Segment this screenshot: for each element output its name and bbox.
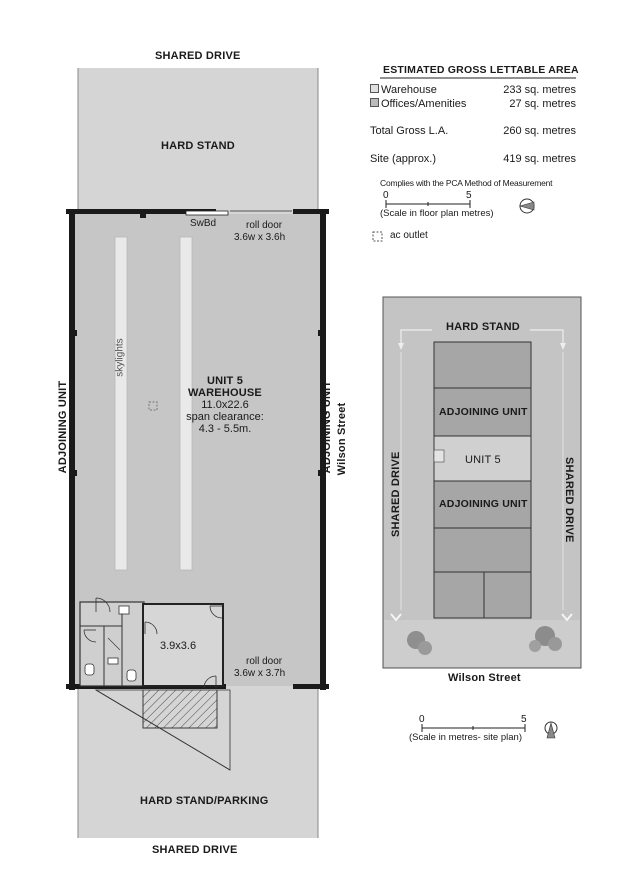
legend-scale-5: 5 xyxy=(466,190,472,201)
legend-title: ESTIMATED GROSS LETTABLE AREA xyxy=(383,64,579,76)
offices-swatch-icon xyxy=(370,98,379,107)
site-shared-drive-right: SHARED DRIVE xyxy=(563,457,575,543)
switchboard xyxy=(186,211,228,215)
site-hard-stand-label: HARD STAND xyxy=(446,321,520,333)
legend-value: 27 sq. metres xyxy=(509,98,576,110)
pca-note: Complies with the PCA Method of Measurement xyxy=(380,178,553,188)
site-adjoining-bottom: ADJOINING UNIT xyxy=(439,498,528,510)
unit-name: UNIT 5 xyxy=(206,375,244,387)
legend-label: Warehouse xyxy=(381,84,437,96)
unit-type: WAREHOUSE xyxy=(188,387,262,399)
ac-outlet-icon xyxy=(373,232,382,241)
ac-outlet-label: ac outlet xyxy=(390,230,428,241)
site-scale-5: 5 xyxy=(521,714,527,725)
unit5-warehouse-label xyxy=(180,375,270,435)
site-unit5-label: UNIT 5 xyxy=(465,454,501,466)
adjoining-unit-right: ADJOINING UNIT xyxy=(321,380,333,474)
entry-hatch xyxy=(143,690,217,728)
legend-scale-caption: (Scale in floor plan metres) xyxy=(380,208,494,219)
site-wilson-street-label: Wilson Street xyxy=(448,672,521,684)
unit-span-label: span clearance: xyxy=(186,411,264,423)
skylight-left xyxy=(115,237,127,570)
roll-door-bottom-title: roll door xyxy=(246,656,283,667)
warehouse-swatch-icon xyxy=(370,84,379,93)
swbd-label: SwBd xyxy=(190,218,217,229)
hard-stand-top-label: HARD STAND xyxy=(161,140,235,152)
legend-label: Total Gross L.A. xyxy=(370,125,449,137)
roll-door-top-title: roll door xyxy=(246,220,283,231)
hard-stand-parking-label: HARD STAND/PARKING xyxy=(140,795,269,807)
shared-drive-top-label: SHARED DRIVE xyxy=(155,50,241,62)
office-size-label: 3.9x3.6 xyxy=(160,640,197,652)
site-adjoining-top: ADJOINING UNIT xyxy=(439,406,528,418)
legend-row-total xyxy=(370,125,576,137)
legend-row-warehouse xyxy=(370,84,576,96)
legend-scale-0: 0 xyxy=(383,190,389,201)
legend-value: 419 sq. metres xyxy=(503,153,576,165)
legend-label: Offices/Amenities xyxy=(381,98,467,110)
site-scale-0: 0 xyxy=(419,714,425,725)
roll-door-top-size: 3.6w x 3.6h xyxy=(234,232,286,243)
roll-door-bottom-size: 3.6w x 3.7h xyxy=(234,668,286,679)
site-shared-drive-left: SHARED DRIVE xyxy=(390,451,402,537)
legend-value: 260 sq. metres xyxy=(503,125,576,137)
shared-drive-bottom-label: SHARED DRIVE xyxy=(152,844,238,856)
legend-row-offices xyxy=(370,98,576,110)
legend-value: 233 sq. metres xyxy=(503,84,576,96)
unit-dimensions: 11.0x22.6 xyxy=(201,399,249,411)
legend-row-site xyxy=(370,153,576,165)
adjoining-unit-left: ADJOINING UNIT xyxy=(57,380,69,474)
wilson-street-side-label: Wilson Street xyxy=(336,402,348,476)
site-scale-caption: (Scale in metres- site plan) xyxy=(409,732,522,743)
legend-label: Site (approx.) xyxy=(370,153,437,165)
skylights-label: skylights xyxy=(114,338,126,377)
unit-span-value: 4.3 - 5.5m. xyxy=(198,423,252,435)
